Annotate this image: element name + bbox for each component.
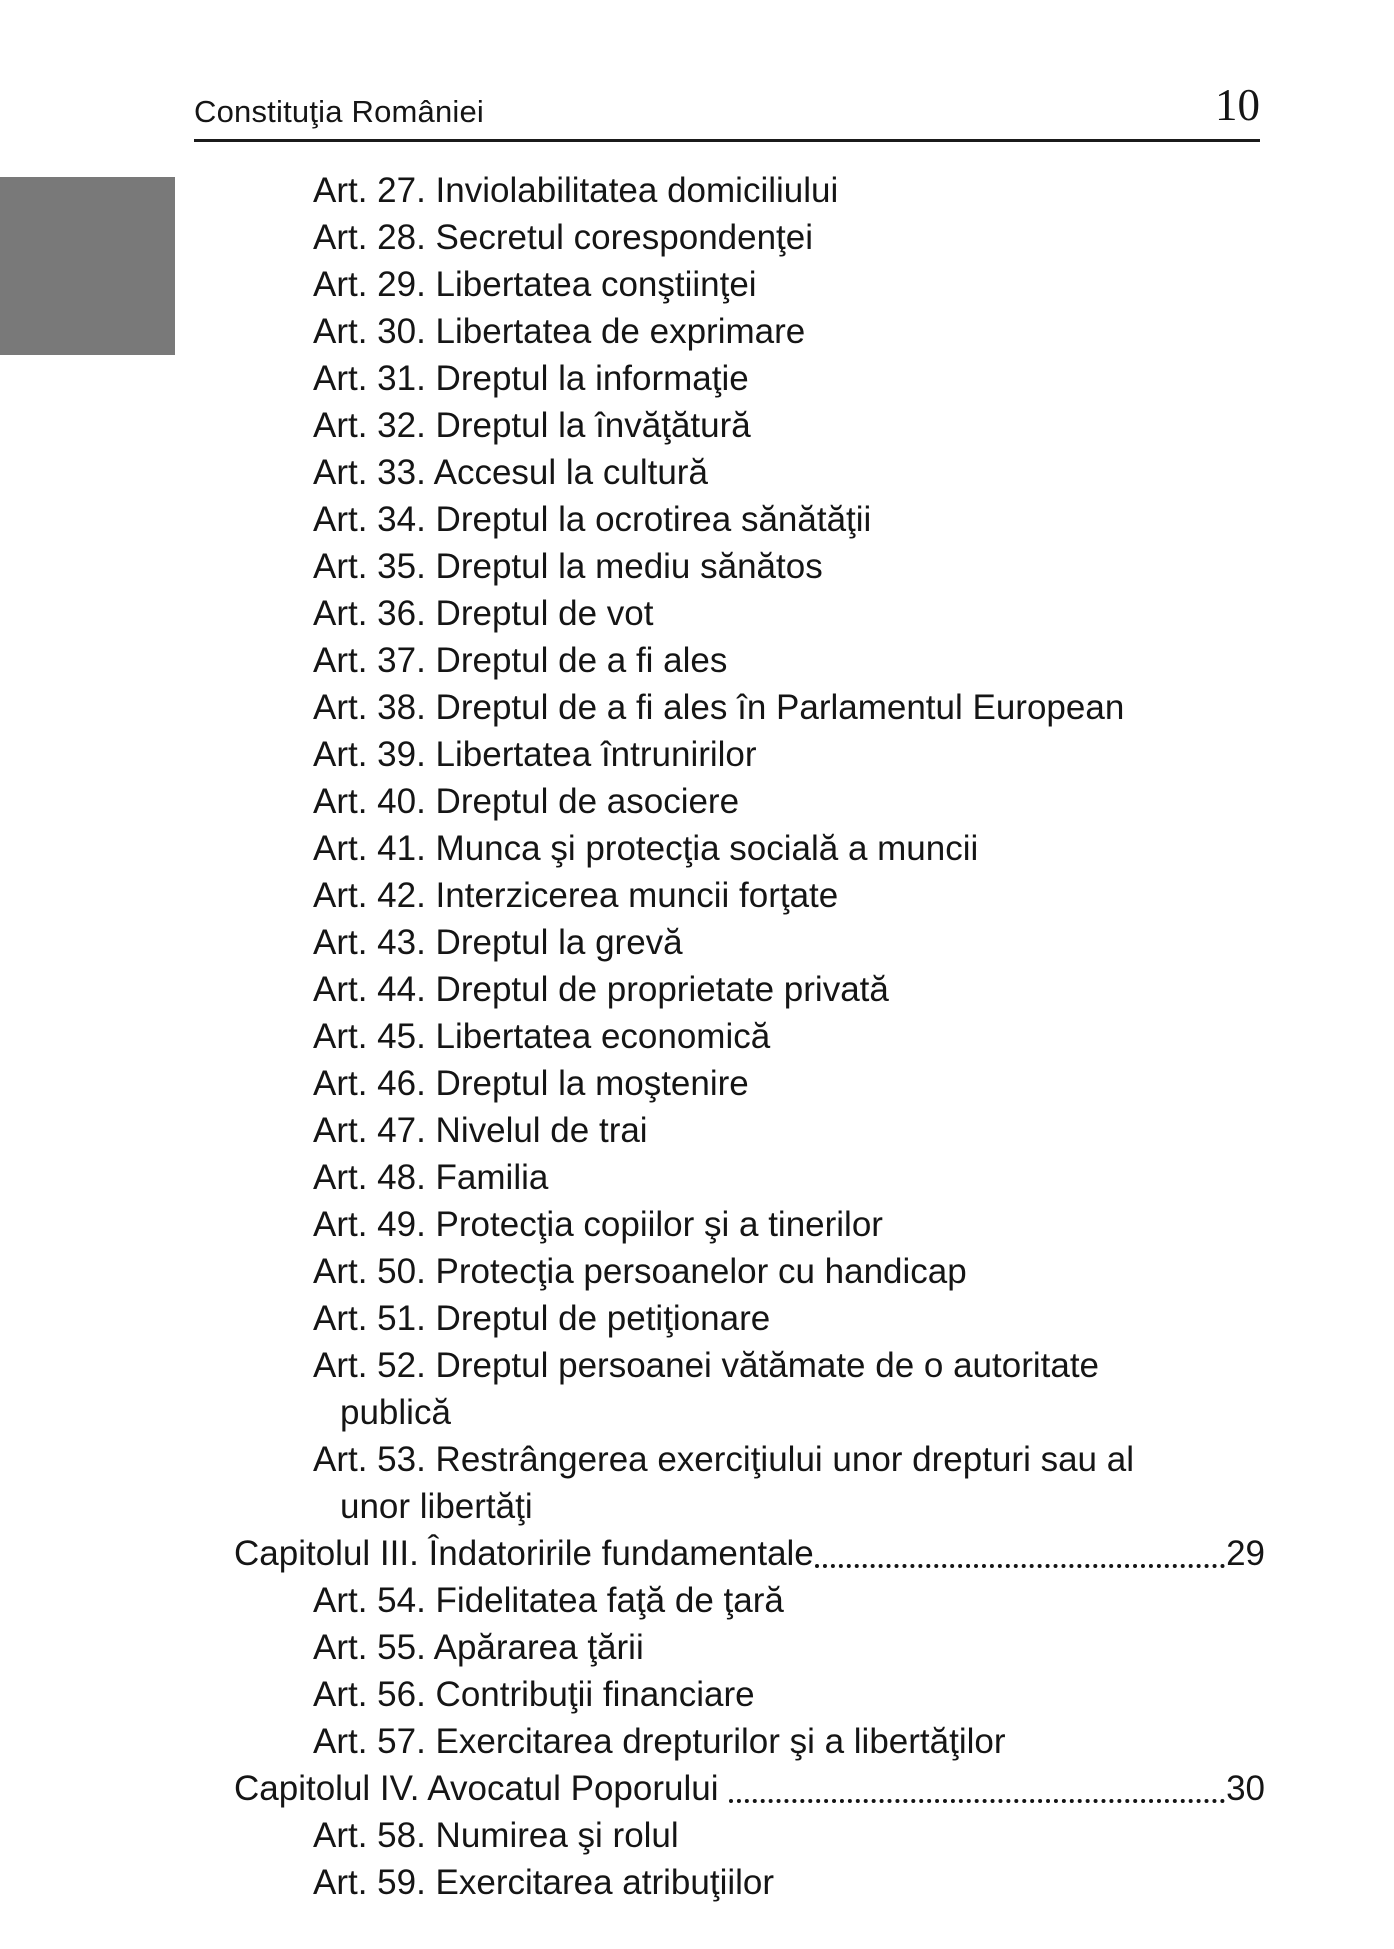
toc-article-continuation: publică xyxy=(340,1393,451,1432)
toc-article: Art. 54. Fidelitatea faţă de ţară xyxy=(313,1581,784,1620)
toc-article: Art. 28. Secretul corespondenţei xyxy=(313,218,814,257)
chapter-page-ref: 29 xyxy=(1226,1534,1265,1573)
toc-article: Art. 50. Protecţia persoanelor cu handicap xyxy=(313,1252,967,1291)
dot-leader xyxy=(815,1564,1225,1568)
dot-leader xyxy=(729,1799,1225,1803)
header-rule xyxy=(194,139,1260,142)
toc-article: Art. 47. Nivelul de trai xyxy=(313,1111,648,1150)
toc-article: Art. 48. Familia xyxy=(313,1158,549,1197)
toc-article: Art. 34. Dreptul la ocrotirea sănătăţii xyxy=(313,500,872,539)
page-number: 10 xyxy=(1215,80,1260,130)
toc-article: Art. 51. Dreptul de petiţionare xyxy=(313,1299,771,1338)
toc-article: Art. 38. Dreptul de a fi ales în Parlamentul European xyxy=(313,688,1125,727)
toc-article: Art. 57. Exercitarea drepturilor şi a libertăţilor xyxy=(313,1722,1006,1761)
toc-article: Art. 59. Exercitarea atribuţiilor xyxy=(313,1863,775,1902)
toc-article: Art. 31. Dreptul la informaţie xyxy=(313,359,749,398)
chapter-page-ref: 30 xyxy=(1226,1769,1265,1808)
toc-article: Art. 35. Dreptul la mediu sănătos xyxy=(313,547,823,586)
toc-article: Art. 40. Dreptul de asociere xyxy=(313,782,740,821)
chapter-label: Capitolul IV. Avocatul Poporului xyxy=(234,1769,729,1808)
toc-article: Art. 39. Libertatea întrunirilor xyxy=(313,735,757,774)
toc-article: Art. 33. Accesul la cultură xyxy=(313,453,708,492)
toc-article-continuation: unor libertăţi xyxy=(340,1487,533,1526)
page-title: Constituţia României xyxy=(194,94,485,129)
toc-article: Art. 42. Interzicerea muncii forţate xyxy=(313,876,839,915)
toc-article: Art. 44. Dreptul de proprietate privată xyxy=(313,970,889,1009)
table-of-contents xyxy=(0,167,1394,1906)
toc-article: Art. 52. Dreptul persoanei vătămate de o autoritate xyxy=(313,1346,1100,1385)
toc-article: Art. 55. Apărarea ţării xyxy=(313,1628,644,1667)
toc-article: Art. 32. Dreptul la învăţătură xyxy=(313,406,751,445)
toc-article: Art. 45. Libertatea economică xyxy=(313,1017,771,1056)
toc-article: Art. 41. Munca şi protecţia socială a muncii xyxy=(313,829,979,868)
toc-article: Art. 53. Restrângerea exerciţiului unor drepturi sau al xyxy=(313,1440,1134,1479)
toc-article: Art. 56. Contribuţii financiare xyxy=(313,1675,755,1714)
toc-article: Art. 29. Libertatea conştiinţei xyxy=(313,265,757,304)
toc-article: Art. 49. Protecţia copiilor şi a tinerilor xyxy=(313,1205,883,1244)
chapter-label: Capitolul III. Îndatoririle fundamentale xyxy=(234,1534,814,1573)
toc-article: Art. 27. Inviolabilitatea domiciliului xyxy=(313,171,839,210)
toc-article: Art. 37. Dreptul de a fi ales xyxy=(313,641,728,680)
toc-article: Art. 36. Dreptul de vot xyxy=(313,594,654,633)
toc-article: Art. 58. Numirea şi rolul xyxy=(313,1816,679,1855)
toc-article: Art. 43. Dreptul la grevă xyxy=(313,923,683,962)
toc-chapter-row xyxy=(234,1530,1265,1577)
toc-chapter-row xyxy=(234,1765,1265,1812)
toc-article: Art. 30. Libertatea de exprimare xyxy=(313,312,806,351)
toc-article: Art. 46. Dreptul la moştenire xyxy=(313,1064,749,1103)
